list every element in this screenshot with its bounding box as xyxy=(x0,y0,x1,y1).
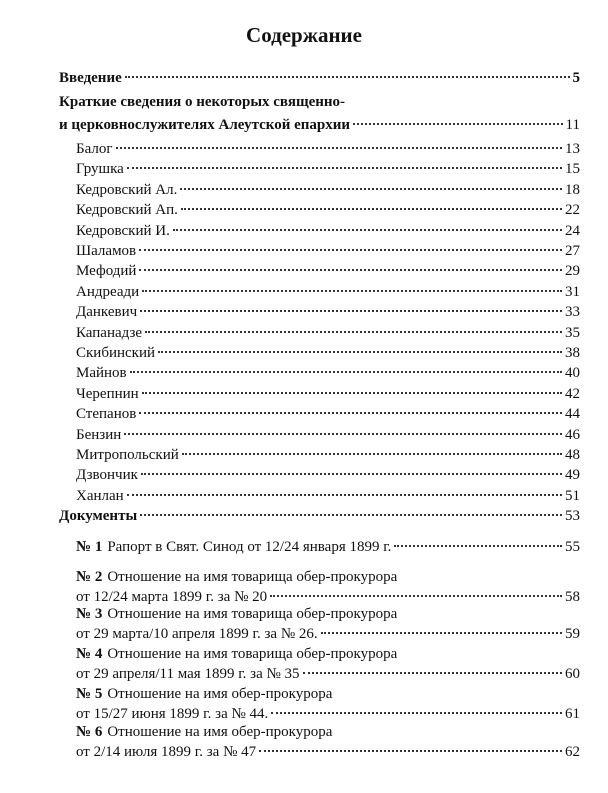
dot-leader xyxy=(145,331,562,333)
document-title-text: Отношение на имя товарища обер-прокурора xyxy=(107,646,398,662)
document-number: № 6 xyxy=(76,724,103,740)
toc-entry-label: Андреади xyxy=(76,283,140,300)
toc-page-number: 55 xyxy=(565,539,580,555)
toc-entry-label: от 29 апреля/11 мая 1899 г. за № 35 xyxy=(76,666,300,682)
toc-subentry[interactable] xyxy=(76,242,580,261)
dot-leader xyxy=(173,229,562,231)
document-number: № 4 xyxy=(76,646,103,662)
toc-subentry[interactable] xyxy=(76,385,580,404)
toc-page-number: 53 xyxy=(565,508,580,524)
dot-leader xyxy=(394,545,562,547)
toc-page-number: 5 xyxy=(572,70,580,86)
toc-page-number: 24 xyxy=(565,222,580,239)
toc-entry-label: от 12/24 марта 1899 г. за № 20 xyxy=(76,589,268,605)
toc-page-number: 62 xyxy=(565,744,580,760)
toc-entry-label: Капанадзе xyxy=(76,324,143,341)
dot-leader xyxy=(271,712,562,714)
toc-page-number: 51 xyxy=(565,487,580,504)
toc-page-number: 38 xyxy=(565,345,580,361)
toc-page-number: 59 xyxy=(565,626,580,642)
document-title-text: Отношение на имя товарища обер-прокурора xyxy=(107,569,398,585)
toc-subentry[interactable] xyxy=(76,405,580,424)
section-title-line-1: Краткие сведения о некоторых священно- xyxy=(59,94,346,110)
toc-entry-label: от 29 марта/10 апреля 1899 г. за № 26. xyxy=(76,626,318,642)
toc-page-number: 42 xyxy=(565,385,580,402)
toc-entry-label: Шаламов xyxy=(76,243,137,259)
toc-page-number: 29 xyxy=(565,263,580,280)
dot-leader xyxy=(130,371,562,373)
toc-entry-label: Кедровский Ал. xyxy=(76,181,178,198)
toc-entry-label: Мефодий xyxy=(76,263,137,280)
toc-subentry[interactable] xyxy=(76,181,580,200)
document-number: № 5 xyxy=(76,686,103,702)
dot-leader xyxy=(180,188,562,190)
document-title-line-1 xyxy=(76,605,397,624)
dot-leader xyxy=(140,514,562,516)
toc-entry-label: Майнов xyxy=(76,365,127,382)
toc-page-number: 15 xyxy=(565,161,580,178)
toc-subentry[interactable] xyxy=(76,201,580,220)
toc-page-number: 33 xyxy=(565,304,580,321)
toc-page-number: 60 xyxy=(565,666,580,682)
document-number: № 3 xyxy=(76,606,103,622)
document-title-line-1 xyxy=(76,685,332,704)
toc-subentry[interactable] xyxy=(76,140,580,159)
toc-page-number: 48 xyxy=(565,447,580,463)
dot-leader xyxy=(181,208,562,210)
toc-subentry[interactable] xyxy=(76,344,580,363)
dot-leader xyxy=(353,123,562,125)
toc-page-number: 46 xyxy=(565,426,580,443)
toc-page-number: 40 xyxy=(565,365,580,382)
document-entry[interactable] xyxy=(76,743,580,762)
dot-leader xyxy=(141,473,562,475)
toc-subentry[interactable] xyxy=(76,262,580,281)
toc-subentry[interactable] xyxy=(76,446,580,465)
toc-page-number: 27 xyxy=(565,243,580,259)
toc-entry-label: Бензин xyxy=(76,426,122,443)
dot-leader xyxy=(125,76,570,78)
toc-page-number: 49 xyxy=(565,467,580,484)
toc-page-number: 11 xyxy=(565,117,580,133)
document-entry[interactable] xyxy=(76,538,580,557)
dot-leader xyxy=(259,750,562,752)
toc-page-number: 18 xyxy=(565,181,580,198)
dot-leader xyxy=(116,147,562,149)
toc-subentry[interactable] xyxy=(76,324,580,343)
toc-subentry[interactable] xyxy=(76,283,580,302)
toc-page-number: 61 xyxy=(565,706,580,722)
toc-entry-label: Рапорт в Свят. Синод от 12/24 января 1899 г. xyxy=(107,539,392,555)
toc-entry-label: Черепнин xyxy=(76,385,139,402)
toc-subentry[interactable] xyxy=(76,466,580,485)
document-title-text: Отношение на имя товарища обер-прокурора xyxy=(107,606,398,622)
document-title-text: Отношение на имя обер-прокурора xyxy=(107,686,333,702)
toc-entry-label: Ханлан xyxy=(76,487,124,504)
toc-entry-label: Балог xyxy=(76,141,113,157)
section-title-line-2: и церковнослужителях Алеутской епархии xyxy=(59,117,351,133)
dot-leader xyxy=(182,453,562,455)
toc-subentry[interactable] xyxy=(76,426,580,445)
dot-leader xyxy=(139,269,562,271)
toc-entry-intro[interactable] xyxy=(59,69,580,88)
toc-subentry[interactable] xyxy=(76,222,580,241)
toc-entry-label: Кедровский Ап. xyxy=(76,202,178,219)
toc-entry-label: Введение xyxy=(59,70,122,86)
toc-page-number: 31 xyxy=(565,283,580,300)
toc-entry-section[interactable] xyxy=(59,116,580,135)
dot-leader xyxy=(158,351,562,353)
dot-leader xyxy=(127,167,562,169)
toc-page-number: 35 xyxy=(565,324,580,341)
document-number: № 2 xyxy=(76,569,103,585)
toc-subentry[interactable] xyxy=(76,487,580,506)
toc-subentry[interactable] xyxy=(76,160,580,179)
toc-entry-label: Кедровский И. xyxy=(76,222,170,239)
dot-leader xyxy=(142,290,562,292)
toc-page-number: 13 xyxy=(565,141,580,157)
toc-entry-documents[interactable] xyxy=(59,507,580,526)
dot-leader xyxy=(140,310,562,312)
toc-page-number: 22 xyxy=(565,202,580,219)
document-title-line-1 xyxy=(76,723,332,742)
toc-entry-label: от 2/14 июля 1899 г. за № 47 xyxy=(76,744,257,760)
toc-entry-label: Степанов xyxy=(76,406,137,423)
dot-leader xyxy=(321,632,562,634)
document-entry[interactable] xyxy=(76,705,580,724)
document-title-text: Отношение на имя обер-прокурора xyxy=(107,724,333,740)
toc-entry-label: Документы xyxy=(59,508,138,524)
document-entry[interactable] xyxy=(76,665,580,684)
document-title-line-1 xyxy=(76,645,397,664)
toc-entry-label: Данкевич xyxy=(76,304,138,321)
toc-entry-label: от 15/27 июня 1899 г. за № 44. xyxy=(76,706,269,722)
toc-subentry[interactable] xyxy=(76,364,580,383)
dot-leader xyxy=(124,433,562,435)
dot-leader xyxy=(139,249,562,251)
toc-entry-label: Грушка xyxy=(76,161,124,178)
toc-page-number: 44 xyxy=(565,406,580,423)
dot-leader xyxy=(142,392,562,394)
toc-subentry[interactable] xyxy=(76,303,580,322)
document-number: № 1 xyxy=(76,539,103,555)
page-title: Содержание xyxy=(246,23,362,47)
toc-page-number: 58 xyxy=(565,589,580,605)
toc-entry-label: Дзвончик xyxy=(76,467,138,484)
dot-leader xyxy=(303,672,562,674)
dot-leader xyxy=(139,412,562,414)
toc-entry-label: Скибинский xyxy=(76,345,156,361)
dot-leader xyxy=(127,494,562,496)
toc-entry-label: Митропольский xyxy=(76,447,179,463)
dot-leader xyxy=(270,595,562,597)
document-title-line-1 xyxy=(76,568,397,587)
document-entry[interactable] xyxy=(76,625,580,644)
